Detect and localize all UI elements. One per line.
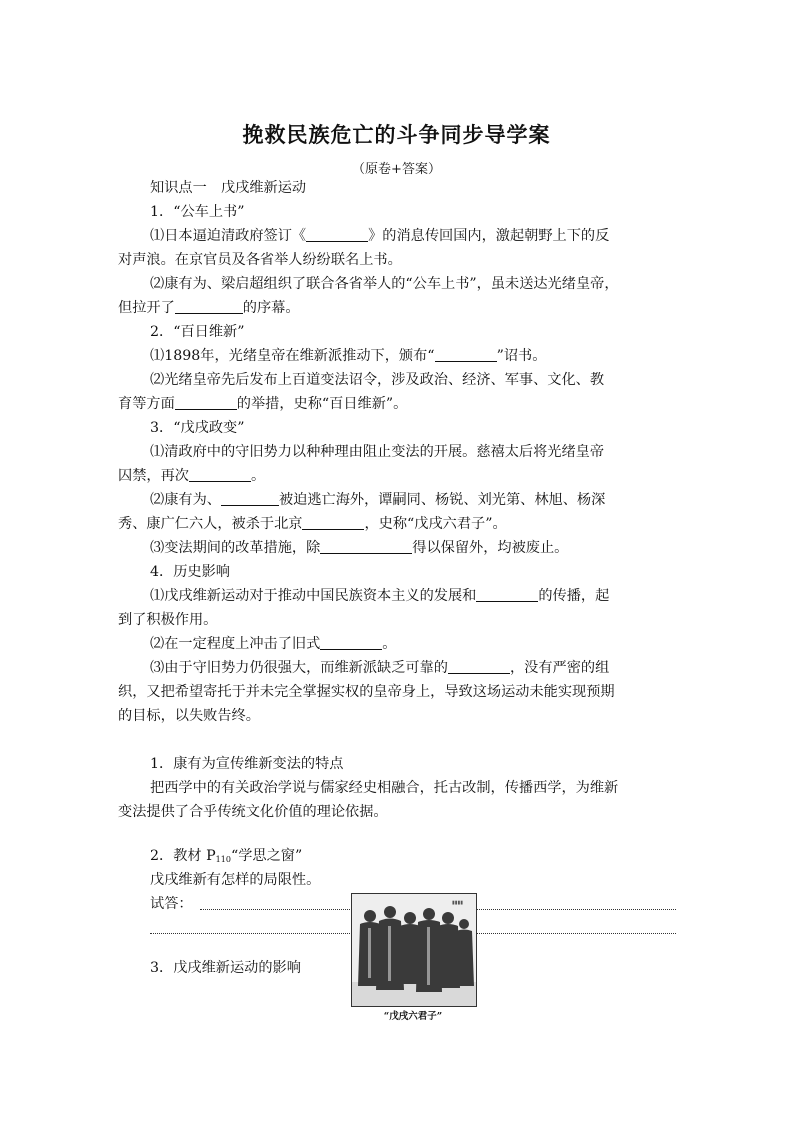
- fill-blank[interactable]: [320, 634, 382, 650]
- fill-blank[interactable]: [302, 514, 364, 530]
- paragraph-5b: [118, 464, 678, 488]
- paragraph-10c: 的目标，以失败告终。: [118, 708, 260, 724]
- explore-q1-title: 1．康有为宣传维新变法的特点: [150, 756, 344, 772]
- page-title: 挽救民族危亡的斗争同步导学案: [242, 122, 551, 147]
- paragraph-text: 但拉开了: [118, 300, 175, 316]
- paragraph-1b: 对声浪。在京官员及各省举人纷纷联名上书。: [118, 252, 402, 268]
- paragraph-text: 2．教材 P: [150, 848, 216, 864]
- paragraph-text: 囚禁，再次: [118, 468, 189, 484]
- page-number-subscript: 110: [215, 855, 231, 864]
- paragraph-text: “学思之窗”: [230, 848, 303, 864]
- paragraph-text: ”诏书。: [496, 348, 547, 364]
- paragraph-5a: ⑴清政府中的守旧势力以种种理由阻止变法的开展。慈禧太后将光绪皇帝: [150, 444, 605, 460]
- paragraph-text: 。: [382, 636, 397, 652]
- paragraph-2a: ⑵康有为、梁启超组织了联合各省举人的“公车上书”，虽未送达光绪皇帝，: [150, 276, 619, 292]
- paragraph-4a: ⑵光绪皇帝先后发布上百道变法诏令，涉及政治、经济、军事、文化、教: [150, 372, 605, 388]
- fill-blank[interactable]: [320, 538, 412, 554]
- paragraph-text: ，史称“戊戌六君子”。: [364, 516, 507, 532]
- section-heading: 知识点一 戊戌维新运动: [150, 180, 307, 196]
- paragraph-text: 的举措，史称“百日维新”。: [236, 396, 408, 412]
- explore-q1-answer-b: 变法提供了合乎传统文化价值的理论依据。: [118, 804, 388, 820]
- paragraph-9: [150, 632, 678, 656]
- svg-text:▮▮▮▮: ▮▮▮▮: [452, 900, 464, 906]
- paragraph-text: 秀、康广仁六人，被杀于北京: [118, 516, 303, 532]
- paragraph-4b: [118, 392, 678, 416]
- paragraph-text: ⑵在一定程度上冲击了旧式: [150, 636, 321, 652]
- paragraph-6a: [150, 488, 678, 512]
- photo-caption: “戊戌六君子”: [383, 1011, 443, 1022]
- paragraph-text: ⑴1898年，光绪皇帝在维新派推动下，颁布“: [150, 348, 435, 364]
- paragraph-text: ⑵康有为、: [150, 492, 221, 508]
- explore-q2-answer-label: 试答：: [150, 896, 193, 912]
- explore-q3-title: 3．戊戌维新运动的影响: [150, 960, 301, 976]
- paragraph-1a: [150, 224, 678, 248]
- explore-q1-answer-a: 把西学中的有关政治学说与儒家经史相融合，托古改制，传播西学，为维新: [150, 780, 619, 796]
- item-heading-3: 3．“戊戌政变”: [150, 420, 245, 436]
- fill-blank[interactable]: [189, 466, 251, 482]
- paragraph-text: ⑶由于守旧势力仍很强大，而维新派缺乏可靠的: [150, 660, 448, 676]
- paragraph-text: ⑴日本逼迫清政府签订《: [150, 228, 307, 244]
- fill-blank[interactable]: [435, 346, 497, 362]
- paragraph-text: 》的消息传回国内，激起朝野上下的反: [368, 228, 610, 244]
- paragraph-text: 育等方面: [118, 396, 175, 412]
- fill-blank[interactable]: [306, 226, 368, 242]
- paragraph-7: [150, 536, 678, 560]
- page-subtitle: （原卷+答案）: [352, 162, 441, 177]
- six-gentlemen-photo: [351, 893, 477, 1007]
- paragraph-8a: [150, 584, 678, 608]
- historical-photo-image: [352, 894, 476, 1006]
- paragraph-text: ⑴戊戌维新运动对于推动中国民族资本主义的发展和: [150, 588, 477, 604]
- item-heading-1: 1．“公车上书”: [150, 204, 245, 220]
- paragraph-text: 得以保留外，均被废止。: [412, 540, 569, 556]
- paragraph-text: ⑶变法期间的改革措施，除: [150, 540, 321, 556]
- fill-blank[interactable]: [476, 586, 538, 602]
- paragraph-10b: 织，又把希望寄托于并未完全掌握实权的皇帝身上，导致这场运动未能实现预期: [118, 684, 615, 700]
- explore-q2-question: 戊戌维新有怎样的局限性。: [150, 872, 321, 888]
- paragraph-text: 被迫逃亡海外，谭嗣同、杨锐、刘光第、林旭、杨深: [278, 492, 606, 508]
- item-heading-4: 4．历史影响: [150, 564, 230, 580]
- fill-blank[interactable]: [175, 298, 243, 314]
- paragraph-text: 。: [250, 468, 266, 484]
- paragraph-10a: [150, 656, 678, 680]
- fill-blank[interactable]: [221, 490, 279, 506]
- paragraph-text: 的序幕。: [242, 300, 300, 316]
- paragraph-text: 的传播，起: [538, 588, 610, 604]
- item-heading-2: 2．“百日维新”: [150, 324, 245, 340]
- paragraph-text: ，没有严密的组: [509, 660, 610, 676]
- paragraph-8b: 到了积极作用。: [118, 612, 218, 628]
- paragraph-2b: [118, 296, 678, 320]
- paragraph-6b: [118, 512, 678, 536]
- fill-blank[interactable]: [175, 394, 237, 410]
- paragraph-3: [150, 344, 678, 368]
- fill-blank[interactable]: [448, 658, 510, 674]
